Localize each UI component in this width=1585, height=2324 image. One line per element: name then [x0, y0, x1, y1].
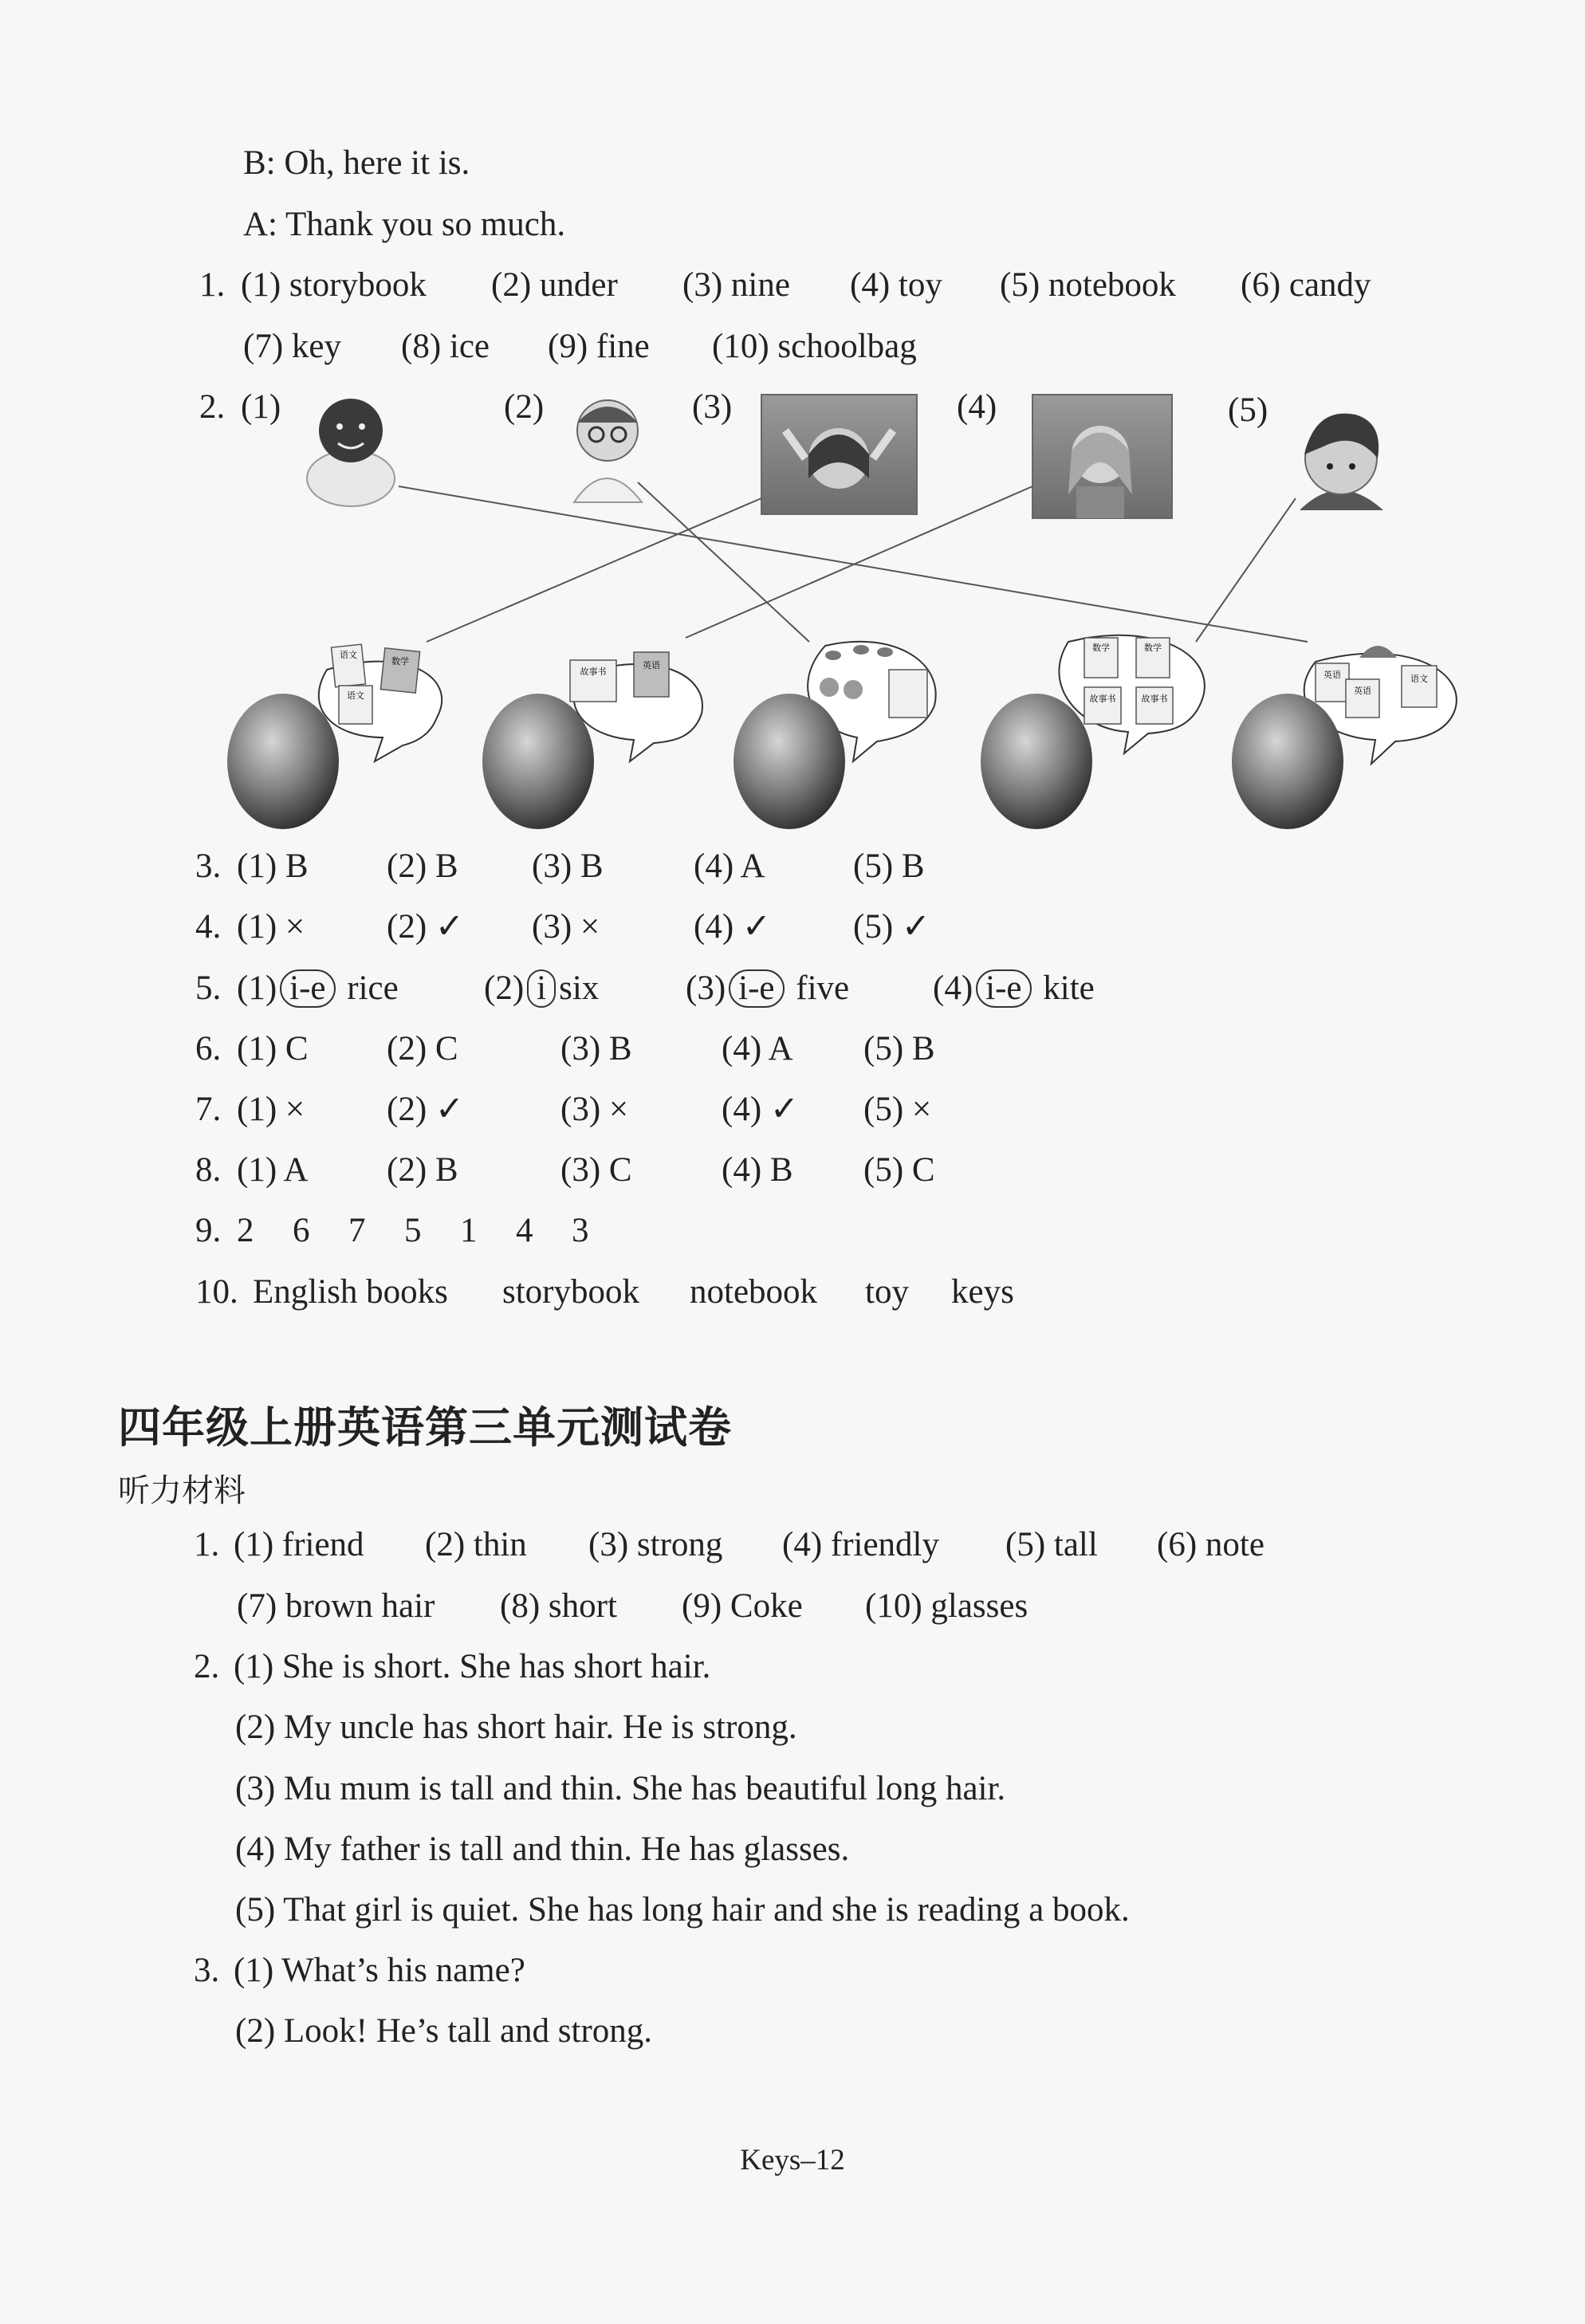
q2-number: 2. [199, 388, 226, 426]
bag4-book-1-label: 数学 [1092, 643, 1110, 653]
q4-item-2: (2) ✓ [387, 908, 464, 946]
bag5-book-3-label: 语文 [1410, 674, 1428, 684]
s1-item-10: (10) glasses [865, 1587, 1028, 1625]
q10-item-5: keys [951, 1273, 1014, 1311]
q5-item-3 [686, 969, 849, 1009]
s2-item-4: (4) My father is tall and thin. He has glasses. [235, 1830, 850, 1868]
child-3-photo [761, 395, 917, 514]
s1-item-1: (1) friend [234, 1526, 364, 1563]
q4-item-1: (1) × [237, 908, 305, 946]
q4-number: 4. [195, 908, 222, 946]
q5-number: 5. [195, 969, 222, 1007]
q9-item-4: 5 [404, 1212, 422, 1249]
q1-item-4: (4) toy [850, 266, 942, 304]
q7-item-2: (2) ✓ [387, 1091, 464, 1128]
q8-item-4: (4) B [722, 1151, 793, 1189]
q4-item-3: (3) × [532, 908, 600, 946]
q7-item-4: (4) ✓ [722, 1091, 799, 1128]
bag4-book-2-label: 数学 [1144, 643, 1162, 653]
q7-item-5: (5) × [863, 1091, 932, 1128]
q6-item-2: (2) C [387, 1030, 458, 1068]
q2-label-3: (3) [692, 388, 733, 426]
s1-item-8: (8) short [500, 1587, 617, 1625]
backpack-4 [981, 635, 1205, 829]
q5-item-2-circled: i [527, 969, 556, 1008]
q5-item-1 [237, 969, 399, 1009]
q10-row [195, 1272, 1014, 1312]
q8-item-3: (3) C [560, 1151, 632, 1189]
q3-item-2: (2) B [387, 847, 458, 885]
q2-label-1: (1) [241, 388, 281, 426]
s1-item-2: (2) thin [425, 1526, 527, 1563]
bag1-book-2-label: 数学 [391, 656, 409, 667]
q1-item-6: (6) candy [1241, 266, 1371, 304]
bag4-book-4-label: 故事书 [1141, 694, 1168, 704]
q2-label-5: (5) [1228, 391, 1268, 429]
s3-row1 [194, 1951, 525, 1991]
q5-item-3-num: (3) [686, 969, 726, 1007]
bag5-book-1-label: 英语 [1323, 670, 1341, 680]
q6-item-4: (4) A [722, 1030, 793, 1068]
q10-item-4: toy [865, 1273, 909, 1311]
q5-item-1-word: rice [347, 969, 399, 1007]
s1-item-7: (7) brown hair [237, 1587, 435, 1625]
q5-item-4-circled: i-e [976, 969, 1031, 1008]
child-1-icon [307, 399, 395, 506]
s2-item-5: (5) That girl is quiet. She has long hair and she is reading a book. [235, 1891, 1130, 1929]
q5-item-1-circled: i-e [280, 969, 335, 1008]
q8-number: 8. [195, 1151, 222, 1189]
q9-item-7: 3 [572, 1212, 589, 1249]
q2-label-4: (4) [957, 388, 997, 426]
q5-item-3-word: five [796, 969, 850, 1007]
s3-number: 3. [194, 1952, 220, 1989]
s3-item-1: (1) What’s his name? [234, 1952, 525, 1989]
q6-row [195, 1029, 935, 1069]
q10-number: 10. [195, 1273, 238, 1311]
bag1-book-1-label: 语文 [340, 650, 357, 660]
s3-item-2: (2) Look! He’s tall and strong. [235, 2012, 653, 2050]
q1-item-7: (7) key [243, 328, 341, 365]
section-subtitle: 听力材料 [118, 1473, 246, 1509]
q5-row [195, 969, 1095, 1009]
q4-item-5: (5) ✓ [853, 908, 930, 946]
q3-item-5: (5) B [853, 847, 925, 885]
q7-item-3: (3) × [560, 1091, 629, 1128]
s2-item-2: (2) My uncle has short hair. He is strong. [235, 1709, 797, 1746]
s2-item-1: (1) She is short. She has short hair. [234, 1648, 711, 1685]
s2-row1 [194, 1647, 711, 1687]
child-2-icon [574, 400, 642, 502]
q6-number: 6. [195, 1030, 222, 1068]
bag2-book-1-label: 故事书 [580, 667, 607, 677]
q8-item-2: (2) B [387, 1151, 458, 1189]
q5-item-4-num: (4) [933, 969, 973, 1007]
child-4-photo [1032, 395, 1172, 518]
q6-item-5: (5) B [863, 1030, 935, 1068]
q2-label-2: (2) [504, 388, 545, 426]
q1-item-9: (9) fine [548, 328, 650, 365]
q1-item-10: (10) schoolbag [712, 328, 917, 365]
q7-number: 7. [195, 1091, 222, 1128]
backpack-5 [1232, 646, 1457, 829]
q8-item-1: (1) A [237, 1151, 309, 1189]
s1-item-5: (5) tall [1005, 1526, 1098, 1563]
bag1-book-3-label: 语文 [347, 690, 364, 701]
backpack-1 [227, 644, 442, 829]
q5-item-1-num: (1) [237, 969, 277, 1007]
q6-item-3: (3) B [560, 1030, 632, 1068]
dialog-line-a: A: Thank you so much. [243, 206, 566, 243]
section-title: 四年级上册英语第三单元测试卷 [118, 1402, 732, 1453]
q1-item-3: (3) nine [682, 266, 790, 304]
q3-number: 3. [195, 847, 222, 885]
s1-number: 1. [194, 1526, 220, 1563]
q1-item-1: (1) storybook [241, 266, 427, 304]
q8-row [195, 1150, 935, 1190]
q3-row [195, 847, 925, 887]
backpack-2 [482, 652, 702, 829]
matching-figure [0, 0, 1585, 845]
page-number: Keys–12 [740, 2144, 845, 2177]
q10-item-3: notebook [690, 1273, 818, 1311]
s1-item-9: (9) Coke [682, 1587, 803, 1625]
q1-item-2: (2) under [491, 266, 618, 304]
q10-item-2: storybook [502, 1273, 639, 1311]
q9-item-2: 6 [293, 1212, 310, 1249]
q9-number: 9. [195, 1212, 222, 1249]
q6-item-1: (1) C [237, 1030, 309, 1068]
q9-item-1: 2 [237, 1212, 254, 1249]
q4-item-4: (4) ✓ [694, 908, 771, 946]
q5-item-2-word: six [559, 969, 600, 1007]
q3-item-1: (1) B [237, 847, 309, 885]
q5-item-2 [484, 969, 599, 1009]
q10-item-1: English books [253, 1273, 448, 1311]
dialog-line-b: B: Oh, here it is. [243, 144, 470, 182]
q3-item-4: (4) A [694, 847, 765, 885]
s2-number: 2. [194, 1648, 220, 1685]
s1-item-3: (3) strong [588, 1526, 723, 1563]
child-5-icon [1300, 414, 1383, 510]
q5-item-3-circled: i-e [729, 969, 784, 1008]
q9-item-6: 4 [516, 1212, 533, 1249]
q9-item-3: 7 [348, 1212, 366, 1249]
q7-item-1: (1) × [237, 1091, 305, 1128]
q9-item-5: 1 [460, 1212, 478, 1249]
q1-item-8: (8) ice [401, 328, 490, 365]
q9-row [195, 1211, 589, 1251]
bag4-book-3-label: 故事书 [1089, 694, 1116, 704]
q4-row [195, 907, 930, 947]
s1-row1 [194, 1525, 1264, 1565]
q3-item-3: (3) B [532, 847, 604, 885]
notebook-icon [889, 670, 927, 718]
toy-icon [1359, 646, 1397, 658]
q5-item-4-word: kite [1043, 969, 1095, 1007]
q8-item-5: (5) C [863, 1151, 935, 1189]
q1-number: 1. [199, 266, 226, 304]
s1-item-4: (4) friendly [782, 1526, 940, 1563]
s2-item-3: (3) Mu mum is tall and thin. She has beautiful long hair. [235, 1770, 1006, 1807]
q5-item-2-num: (2) [484, 969, 525, 1007]
q7-row [195, 1090, 932, 1130]
backpack-3 [734, 642, 936, 829]
bag2-book-2-label: 英语 [643, 660, 660, 670]
s1-item-6: (6) note [1157, 1526, 1264, 1563]
q1-item-5: (5) notebook [1000, 266, 1176, 304]
q5-item-4 [933, 969, 1095, 1009]
bag5-book-2-label: 英语 [1354, 686, 1371, 696]
